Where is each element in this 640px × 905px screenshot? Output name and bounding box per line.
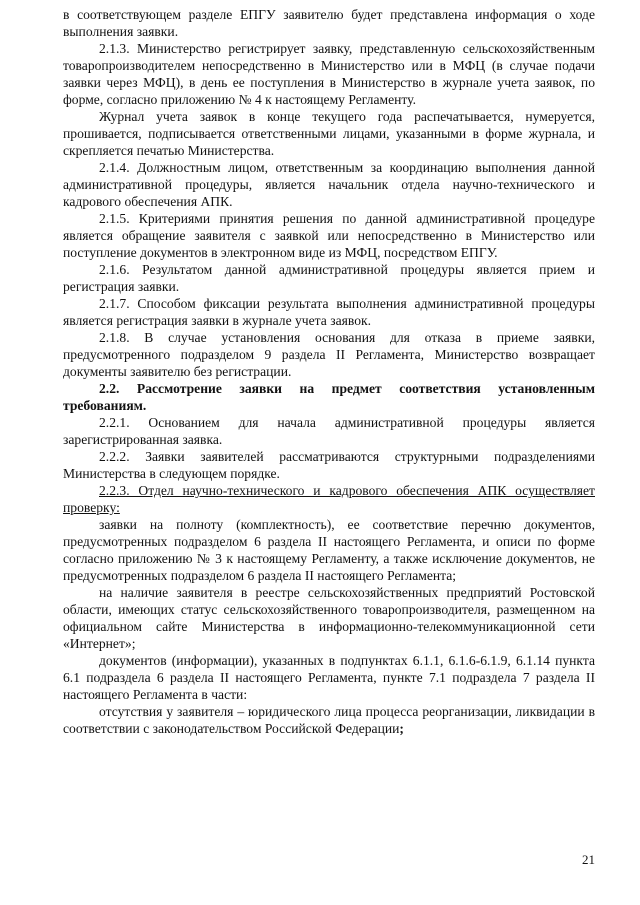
paragraph-2-1-3: 2.1.3. Министерство регистрирует заявку, представленную сельскохозяйственным товаропроизводителем непосредственно в Министерство или в МФЦ (в случае подачи заявки через МФЦ), в день ее поступления в Министерство в журнале учета заявок, по форме, согласно приложению № 4 к настоящему Регламенту.	[63, 41, 595, 107]
paragraph-journal: Журнал учета заявок в конце текущего года распечатывается, нумеруется, прошивается, подписывается ответственными лицами, указанными в форме журнала, и скрепляется печатью Министерства.	[63, 109, 595, 158]
paragraph-2-1-4: 2.1.4. Должностным лицом, ответственным за координацию выполнения данной административной процедуры, является начальник отдела научно-технического и кадрового обеспечения АПК.	[63, 160, 595, 209]
paragraph-2-2-3: 2.2.3. Отдел научно-технического и кадрового обеспечения АПК осуществляет проверку:	[63, 483, 595, 515]
paragraph-check-documents: документов (информации), указанных в подпунктах 6.1.1, 6.1.6-6.1.9, 6.1.14 пункта 6.1 подраздела 6 раздела II настоящего Регламента, пункте 7.1 подраздела 7 раздела II настоящего Регламента в части:	[63, 653, 595, 702]
page-number: 21	[582, 852, 595, 867]
paragraph-intro: в соответствующем разделе ЕПГУ заявителю будет представлена информация о ходе выполнения заявки.	[63, 7, 595, 39]
paragraph-2-2-1: 2.2.1. Основанием для начала административной процедуры является зарегистрированная заявка.	[63, 415, 595, 447]
document-page	[63, 6, 595, 737]
paragraph-2-1-5: 2.1.5. Критериями принятия решения по данной административной процедуре является обращение заявителя с заявкой или непосредственно в Министерство или поступление документов в электронном виде из МФЦ, посредством ЕПГУ.	[63, 211, 595, 260]
section-heading-2-2: 2.2. Рассмотрение заявки на предмет соответствия установленным требованиям.	[63, 381, 595, 413]
paragraph-check-registry: на наличие заявителя в реестре сельскохозяйственных предприятий Ростовской области, имеющих статус сельскохозяйственного товаропроизводителя, размещенном на официальном сайте Министерства в информационно-телекоммуникационной сети «Интернет»;	[63, 585, 595, 651]
paragraph-reorganization-text: отсутствия у заявителя – юридического лица процесса реорганизации, ликвидации в соответствии с законодательством Российской Федерации	[63, 704, 595, 736]
paragraph-reorganization	[63, 703, 595, 737]
paragraph-2-1-7: 2.1.7. Способом фиксации результата выполнения административной процедуры является регистрация заявки в журнале учета заявок.	[63, 296, 595, 328]
paragraph-2-2-2: 2.2.2. Заявки заявителей рассматриваются структурными подразделениями Министерства в следующем порядке.	[63, 449, 595, 481]
paragraph-2-1-6: 2.1.6. Результатом данной административной процедуры является прием и регистрация заявки.	[63, 262, 595, 294]
paragraph-reorganization-end: ;	[399, 721, 404, 736]
paragraph-2-1-8: 2.1.8. В случае установления основания для отказа в приеме заявки, предусмотренного подразделом 9 раздела II Регламента, Министерство возвращает документы заявителю без регистрации.	[63, 330, 595, 379]
paragraph-check-completeness: заявки на полноту (комплектность), ее соответствие перечню документов, предусмотренных подразделом 6 раздела II настоящего Регламента, и описи по форме согласно приложению № 3 к настоящему Регламенту, а также исключение документов, не предусмотренных подразделом 6 раздела II настоящего Регламента;	[63, 517, 595, 583]
